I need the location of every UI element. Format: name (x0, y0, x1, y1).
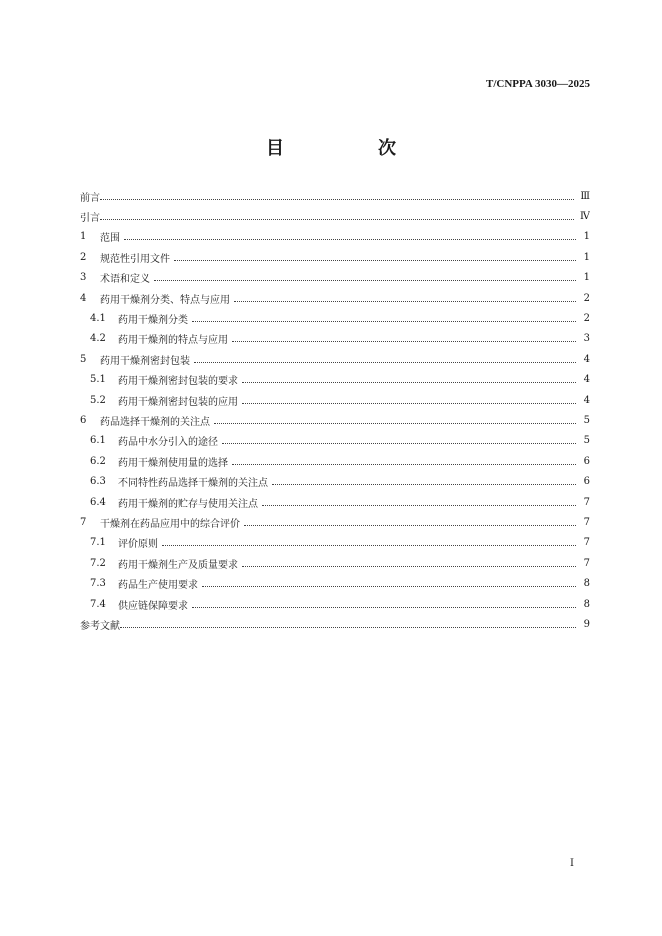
toc-leader-dots (242, 372, 576, 383)
toc-entry-number: 7.1 (90, 537, 106, 549)
toc-entry-label: 药用干燥剂生产及质量要求 (118, 559, 238, 571)
toc-entry[interactable] (80, 288, 590, 308)
toc-entry-number: 6.4 (90, 496, 106, 508)
toc-entry-page: 7 (583, 516, 590, 528)
toc-entry-page: 1 (583, 272, 590, 284)
toc-leader-dots (234, 291, 576, 302)
table-of-contents (80, 186, 590, 635)
toc-entry-number: 1 (80, 231, 87, 243)
toc-entry[interactable] (80, 431, 590, 451)
toc-entry-number: 2 (80, 251, 87, 263)
toc-entry-page: Ⅳ (580, 211, 590, 223)
toc-entry-page: 7 (583, 496, 590, 508)
toc-entry-label: 规范性引用文件 (100, 253, 170, 265)
toc-entry-label: 不同特性药品选择干燥剂的关注点 (118, 478, 268, 490)
toc-entry-page: 5 (583, 435, 590, 447)
toc-entry-label: 药用干燥剂的特点与应用 (118, 335, 228, 347)
toc-entry-label: 药品中水分引入的途径 (118, 437, 218, 449)
toc-entry-label: 药用干燥剂密封包装 (100, 355, 190, 367)
toc-entry-label: 药用干燥剂使用量的选择 (118, 457, 228, 469)
toc-entry-label: 药用干燥剂的贮存与使用关注点 (118, 498, 258, 510)
toc-entry[interactable] (80, 349, 590, 369)
toc-entry-page: 6 (583, 455, 590, 467)
toc-entry[interactable] (80, 247, 590, 267)
toc-leader-dots (162, 535, 576, 546)
toc-leader-dots (100, 209, 574, 220)
toc-entry-label: 药品生产使用要求 (118, 580, 198, 592)
toc-entry-number: 6 (80, 414, 87, 426)
toc-entry[interactable] (80, 186, 590, 206)
toc-entry-number: 6.2 (90, 455, 106, 467)
toc-entry-number: 4.2 (90, 333, 106, 345)
toc-entry-label: 范围 (100, 233, 120, 245)
toc-entry-label: 参考文献 (80, 620, 120, 632)
toc-entry-page: 3 (583, 333, 590, 345)
toc-leader-dots (124, 229, 576, 240)
toc-entry[interactable] (80, 512, 590, 532)
toc-entry[interactable] (80, 492, 590, 512)
toc-entry-page: 1 (583, 231, 590, 243)
toc-entry[interactable] (80, 329, 590, 349)
toc-entry[interactable] (80, 390, 590, 410)
toc-entry-label: 前言 (80, 192, 100, 204)
toc-entry-number: 3 (80, 272, 87, 284)
toc-leader-dots (272, 474, 576, 485)
toc-entry-page: 2 (583, 292, 590, 304)
toc-entry[interactable] (80, 370, 590, 390)
toc-entry-page: 7 (583, 537, 590, 549)
toc-entry-number: 6.1 (90, 435, 106, 447)
toc-leader-dots (202, 576, 576, 587)
toc-title: 目 次 (266, 138, 434, 159)
toc-entry[interactable] (80, 410, 590, 430)
toc-entry-number: 6.3 (90, 476, 106, 488)
toc-leader-dots (262, 495, 576, 506)
toc-entry-label: 引言 (80, 213, 100, 225)
toc-entry-number: 7.3 (90, 578, 106, 590)
toc-entry-page: 2 (583, 313, 590, 325)
toc-entry[interactable] (80, 268, 590, 288)
toc-entry-page: Ⅲ (580, 190, 590, 202)
toc-entry-page: 8 (583, 598, 590, 610)
toc-entry-page: 5 (583, 414, 590, 426)
toc-leader-dots (232, 331, 576, 342)
toc-entry-number: 7.2 (90, 557, 106, 569)
toc-entry-label: 评价原则 (118, 539, 158, 551)
toc-leader-dots (174, 250, 576, 261)
toc-entry[interactable] (80, 227, 590, 247)
toc-entry-page: 7 (583, 557, 590, 569)
toc-entry[interactable] (80, 533, 590, 553)
toc-entry[interactable] (80, 451, 590, 471)
toc-leader-dots (120, 617, 576, 628)
toc-entry-label: 药用干燥剂密封包装的应用 (118, 396, 238, 408)
toc-leader-dots (194, 352, 576, 363)
toc-entry-page: 9 (583, 618, 590, 630)
toc-entry[interactable] (80, 553, 590, 573)
toc-entry-label: 干燥剂在药品应用中的综合评价 (100, 518, 240, 530)
toc-leader-dots (244, 515, 576, 526)
page-number: I (570, 858, 574, 869)
toc-entry-label: 药用干燥剂分类、特点与应用 (100, 294, 230, 306)
toc-entry-page: 6 (583, 476, 590, 488)
toc-entry-number: 5 (80, 353, 87, 365)
toc-entry-page: 4 (583, 394, 590, 406)
toc-entry-page: 1 (583, 251, 590, 263)
toc-entry-label: 药用干燥剂分类 (118, 315, 188, 327)
toc-leader-dots (192, 597, 576, 608)
toc-entry[interactable] (80, 614, 590, 634)
toc-leader-dots (100, 189, 574, 200)
toc-entry-page: 4 (583, 353, 590, 365)
toc-leader-dots (214, 413, 576, 424)
document-code: T/CNPPA 3030—2025 (486, 78, 590, 90)
toc-leader-dots (242, 556, 576, 567)
toc-entry[interactable] (80, 594, 590, 614)
toc-entry-label: 术语和定义 (100, 274, 150, 286)
toc-entry-number: 4 (80, 292, 87, 304)
toc-entry[interactable] (80, 573, 590, 593)
toc-entry-label: 药品选择干燥剂的关注点 (100, 416, 210, 428)
toc-entry[interactable] (80, 308, 590, 328)
toc-entry-number: 7.4 (90, 598, 106, 610)
toc-entry-label: 供应链保障要求 (118, 600, 188, 612)
toc-entry[interactable] (80, 206, 590, 226)
toc-entry-number: 4.1 (90, 313, 106, 325)
toc-leader-dots (242, 393, 576, 404)
toc-leader-dots (222, 433, 576, 444)
toc-entry-page: 4 (583, 374, 590, 386)
toc-leader-dots (192, 311, 576, 322)
toc-entry-number: 7 (80, 516, 87, 528)
toc-entry-label: 药用干燥剂密封包装的要求 (118, 376, 238, 388)
toc-leader-dots (154, 270, 576, 281)
toc-entry[interactable] (80, 471, 590, 491)
toc-entry-page: 8 (583, 578, 590, 590)
toc-entry-number: 5.2 (90, 394, 106, 406)
toc-leader-dots (232, 454, 576, 465)
toc-entry-number: 5.1 (90, 374, 106, 386)
